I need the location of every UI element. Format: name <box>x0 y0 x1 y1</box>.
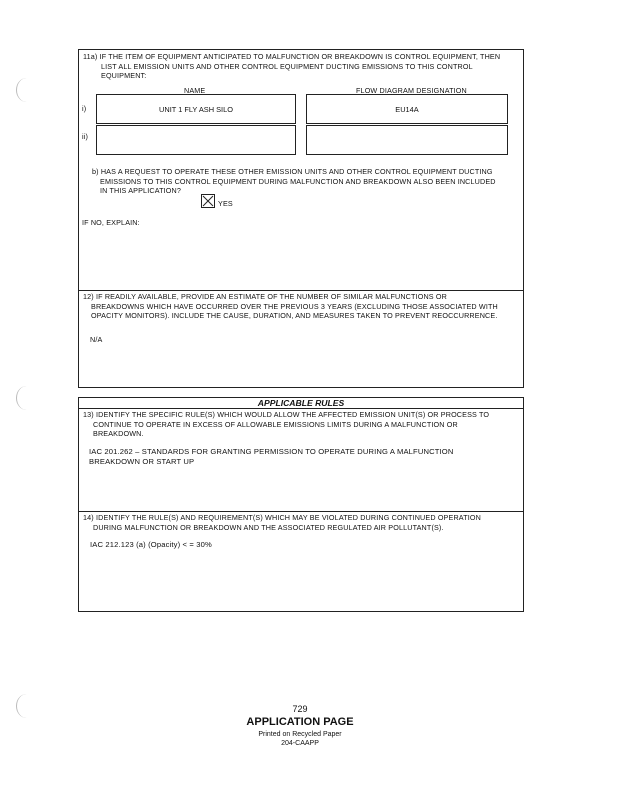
divider <box>78 290 524 291</box>
item-11a-question: 11a) IF THE ITEM OF EQUIPMENT ANTICIPATED TO MALFUNCTION OR BREAKDOWN IS CONTROL EQUIPMENT, THEN LIST ALL EMISSION UNITS AND OTHER CONTROL EQUIPMENT DUCTING EMISSIONS TO THIS CONTROL EQUIPMENT: <box>83 52 501 81</box>
yes-checkbox[interactable] <box>201 194 215 208</box>
item-14-answer: IAC 212.123 (a) (Opacity) < = 30% <box>90 540 212 549</box>
item-14-question: 14) IDENTIFY THE RULE(S) AND REQUIREMENT(S) WHICH MAY BE VIOLATED DURING CONTINUED OPERATION DURING MALFUNCTION OR BREAKDOWN AND THE ASSOCIATED REGULATED AIR POLLUTANT(S). <box>83 513 481 532</box>
row-1-name-field[interactable]: UNIT 1 FLY ASH SILO <box>96 94 296 124</box>
row-2-label: ii) <box>82 132 89 141</box>
item-11b-question: b) HAS A REQUEST TO OPERATE THESE OTHER EMISSION UNITS AND OTHER CONTROL EQUIPMENT DUCTING EMISSIONS TO THIS CONTROL EQUIPMENT DURING MALFUNCTION AND BREAKDOWN ALSO BEEN INCLUDED IN THIS APPLICATION? <box>92 167 496 196</box>
recycled-paper-note: Printed on Recycled Paper <box>258 731 342 738</box>
item-12-question: 12) IF READILY AVAILABLE, PROVIDE AN ESTIMATE OF THE NUMBER OF SIMILAR MALFUNCTIONS OR BREAKDOWNS WHICH HAVE OCCURRED OVER THE PREVIOUS 3 YEARS (EXCLUDING THOSE ASSOCIATED WITH OPACITY MONITORS). INCLUDE THE CAUSE, DURATION, AND MEASURES TAKEN TO PREVENT REOCCURRENCE. <box>83 292 498 321</box>
divider <box>78 408 524 409</box>
page-number: 729 <box>292 704 308 714</box>
checked-x-icon <box>202 195 214 207</box>
explain-label: IF NO, EXPLAIN: <box>82 218 140 227</box>
flow-diagram-column-header: FLOW DIAGRAM DESIGNATION <box>356 86 467 95</box>
row-1-label: i) <box>82 104 87 113</box>
item-13-answer: IAC 201.262 – STANDARDS FOR GRANTING PERMISSION TO OPERATE DURING A MALFUNCTION BREAKDOWN OR START UP <box>89 447 454 466</box>
row-2-flow-designation-field[interactable] <box>306 125 508 155</box>
applicable-rules-heading: APPLICABLE RULES <box>257 398 345 408</box>
item-13-question: 13) IDENTIFY THE SPECIFIC RULE(S) WHICH WOULD ALLOW THE AFFECTED EMISSION UNIT(S) OR PROCESS TO CONTINUE TO OPERATE IN EXCESS OF ALLOWABLE EMISSIONS LIMITS DURING A MALFUNCTION OR BREAKDOWN. <box>83 410 490 439</box>
name-column-header: NAME <box>184 86 206 95</box>
item-12-answer: N/A <box>90 335 103 344</box>
application-page-title: APPLICATION PAGE <box>246 716 354 728</box>
hole-punch-mark <box>16 78 37 102</box>
hole-punch-mark <box>16 386 37 410</box>
form-code: 204-CAAPP <box>281 740 319 747</box>
divider <box>78 511 524 512</box>
yes-label: YES <box>218 199 233 208</box>
row-1-flow-designation-field[interactable]: EU14A <box>306 94 508 124</box>
row-2-name-field[interactable] <box>96 125 296 155</box>
